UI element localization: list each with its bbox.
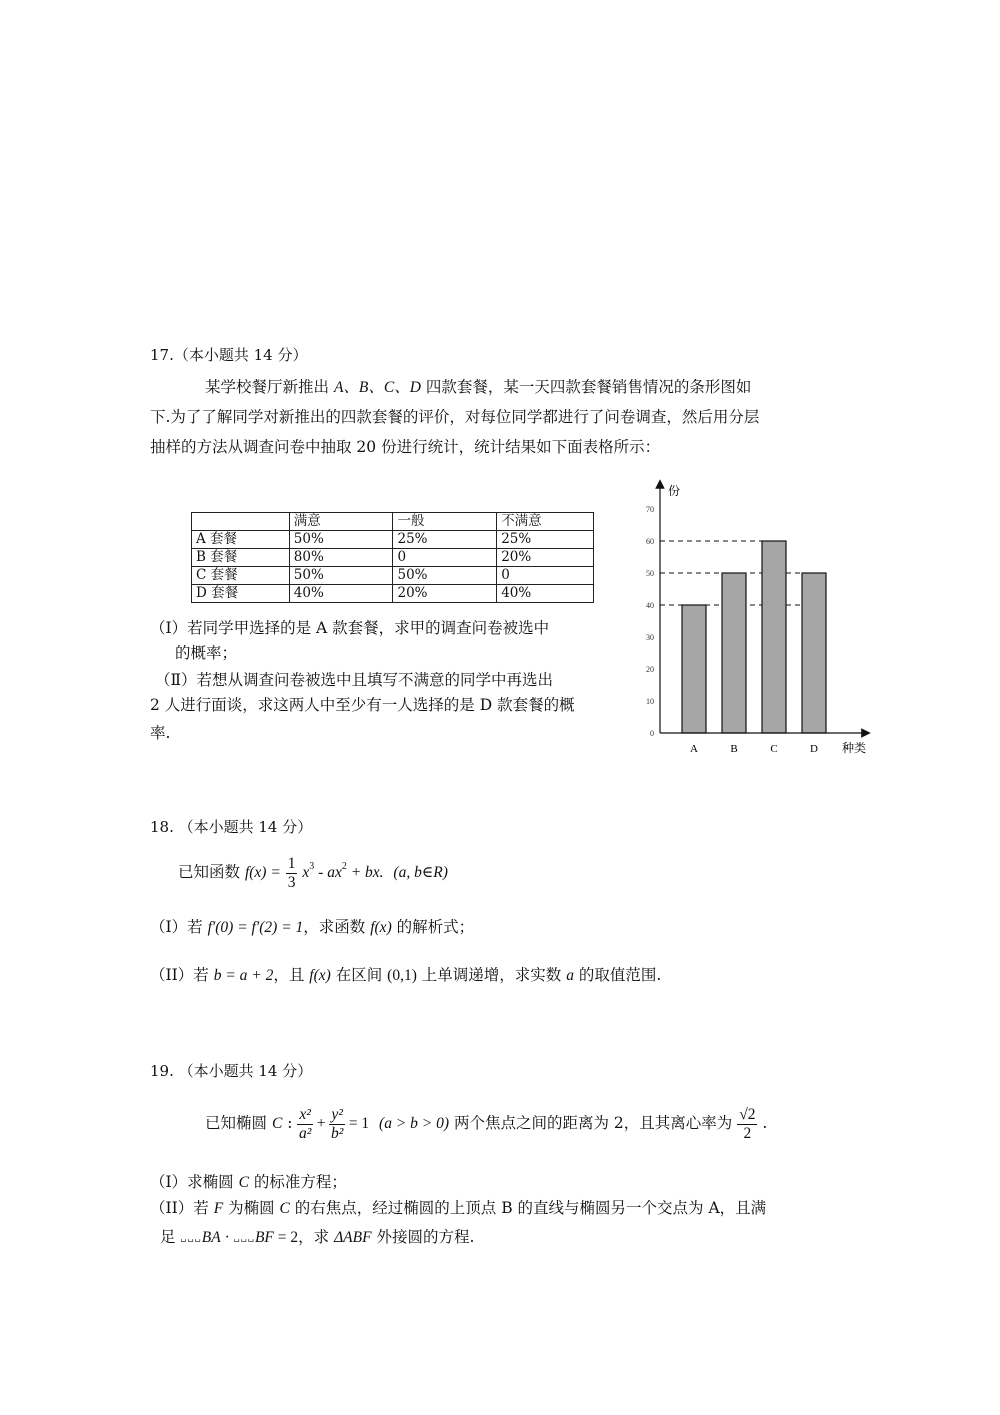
x-tick-label: D (810, 743, 818, 755)
q19-vector-dot: · (220, 1229, 234, 1246)
table-cell: 20% (497, 549, 594, 567)
y-tick-label: 50 (646, 569, 654, 578)
q18-part2-fx: f(x) (309, 967, 331, 984)
y-axis-label: 份 (668, 484, 681, 498)
table-cell: 50% (289, 567, 393, 585)
q18-part2-text: ，且 (273, 966, 310, 984)
table-row (192, 549, 594, 567)
q17-intro-text: 某学校餐厅新推出 (205, 378, 334, 396)
q18-fraction-num: 1 (287, 854, 296, 872)
q18-part1-text: ，求函数 (303, 918, 371, 936)
q18-part1-fx: f(x) (370, 919, 392, 936)
q17-package-vars: A、B、C、D (333, 379, 421, 396)
q19-part2-cont (160, 1222, 474, 1255)
q19-header: 19. （本小题共 14 分） (150, 1062, 313, 1080)
q18-term-bx: + bx. (346, 864, 384, 881)
q19-eccentricity (737, 1106, 757, 1143)
q18-part2-text: 上单调递增，求实数 (416, 966, 567, 984)
table-cell: 0 (497, 567, 594, 585)
q19-ellipse-definition (205, 1103, 767, 1144)
q19-part2-C: C (279, 1200, 290, 1217)
table-row (192, 567, 594, 585)
q19-ecc-den: 2 (743, 1124, 752, 1142)
q17-part1-line2: 的概率； (175, 644, 238, 662)
q18-part1-text: 的解析式； (391, 918, 475, 936)
q19-part2-cont-text: ，求 (298, 1228, 335, 1246)
table-cell: 20% (393, 585, 497, 603)
bar-C (762, 541, 786, 733)
q19-frac-y-den: b² (330, 1124, 344, 1142)
table-cell: A 套餐 (192, 531, 290, 549)
q19-condition: (a > b > 0) (379, 1115, 450, 1132)
q17-intro-line2: 下.为了了解同学对新推出的四款套餐的评价，对每位同学都进行了问卷调查，然后用分层 (150, 408, 760, 426)
x-tick-label: A (690, 743, 698, 755)
q19-triangle: ΔABF (334, 1229, 372, 1246)
bar-B (722, 573, 746, 733)
table-cell: B 套餐 (192, 549, 290, 567)
q19-intro-text: 两个焦点之间的距离为 2，且其离心率为 (449, 1114, 738, 1132)
q19-frac-y (329, 1106, 345, 1143)
q19-part2 (150, 1193, 766, 1224)
table-header-cell: 一般 (393, 513, 497, 531)
table-cell: 50% (393, 567, 497, 585)
q19-part2-text: 为椭圆 (223, 1199, 280, 1217)
q18-part2-a: a (566, 967, 574, 984)
y-tick-label: 60 (646, 537, 654, 546)
q19-part2-cont-text: 外接圆的方程. (371, 1228, 475, 1246)
q19-intro-text: 已知椭圆 (205, 1114, 272, 1132)
table-cell: 25% (393, 531, 497, 549)
q19-vector-eq: = 2 (273, 1229, 299, 1246)
table-header-cell (192, 513, 290, 531)
q18-part1-label: （I）若 (150, 918, 208, 936)
q17-part2-line3: 率. (150, 724, 171, 742)
q19-intro-end: . (757, 1114, 768, 1132)
bar-A (682, 605, 706, 733)
q19-eq-one: = 1 (344, 1115, 370, 1132)
q19-frac-x-den: a² (298, 1124, 312, 1142)
q17-intro-line1 (205, 372, 751, 403)
q18-domain-condition: (a, b∈R) (393, 864, 448, 881)
q18-term-ax: - ax (314, 864, 342, 881)
q19-part2-cont-label: 足 (160, 1228, 181, 1246)
q19-ellipse-C: C (271, 1115, 283, 1132)
q18-part2-text: 的取值范围. (573, 966, 662, 984)
table-cell: 80% (289, 549, 393, 567)
q18-part1 (150, 912, 474, 943)
q18-part2-interval: (0,1) (387, 967, 417, 984)
q18-part2-label: （II）若 (150, 966, 214, 984)
table-cell: 25% (497, 531, 594, 549)
q17-part1-line1: （Ⅰ）若同学甲选择的是 A 款套餐，求甲的调查问卷被选中 (150, 619, 550, 637)
q19-part1-text: 的标准方程； (248, 1173, 347, 1191)
q18-f-lhs: f(x) = (244, 864, 281, 881)
table-row (192, 585, 594, 603)
q17-intro-line3: 抽样的方法从调查问卷中抽取 20 份进行统计，统计结果如下面表格所示： (150, 438, 661, 456)
q18-part2-text: 在区间 (330, 966, 388, 984)
q19-part1-C: C (238, 1174, 249, 1191)
q18-function-definition (178, 852, 448, 893)
q18-fraction (286, 855, 298, 892)
y-tick-label: 0 (650, 729, 654, 738)
q19-part2-label: （II）若 (150, 1199, 214, 1217)
q19-part1-label: （I）求椭圆 (150, 1173, 239, 1191)
table-cell: 40% (497, 585, 594, 603)
x-axis-label: 种类 (842, 741, 867, 755)
table-cell: 40% (289, 585, 393, 603)
table-cell: 0 (393, 549, 497, 567)
table-cell: 50% (289, 531, 393, 549)
q18-intro-text: 已知函数 (178, 863, 245, 881)
q18-term-x: x (302, 864, 310, 881)
bar-D (802, 573, 826, 733)
y-tick-label: 30 (646, 633, 654, 642)
table-row (192, 531, 594, 549)
q18-part1-condition: f′(0) = f′(2) = 1 (207, 919, 304, 936)
y-tick-label: 70 (646, 505, 654, 514)
y-tick-label: 40 (646, 601, 654, 610)
x-tick-label: C (770, 743, 778, 755)
q18-header: 18. （本小题共 14 分） (150, 818, 313, 836)
vector-marks: ␣␣␣ (233, 1233, 255, 1242)
q19-part2-F: F (213, 1200, 224, 1217)
survey-table (191, 512, 594, 603)
q18-exp-3: 3 (309, 861, 315, 872)
q17-intro-text: 四款套餐，某一天四款套餐销售情况的条形图如 (420, 378, 752, 396)
q19-ecc-num: √2 (739, 1105, 756, 1123)
x-tick-label: B (730, 743, 738, 755)
table-header-cell: 满意 (289, 513, 393, 531)
q19-plus: + (312, 1115, 330, 1132)
table-cell: D 套餐 (192, 585, 290, 603)
q17-part2-line1: （Ⅱ）若想从调查问卷被选中且填写不满意的同学中再选出 (155, 671, 554, 689)
table-cell: C 套餐 (192, 567, 290, 585)
q19-frac-y-num: y² (331, 1105, 343, 1123)
q19-frac-x (297, 1106, 313, 1143)
q19-colon: : (282, 1114, 293, 1132)
q18-fraction-den: 3 (287, 873, 296, 891)
y-tick-label: 20 (646, 665, 654, 674)
q18-exp-2: 2 (341, 861, 347, 872)
q17-part2-line2: 2 人进行面谈，求这两人中至少有一人选择的是 D 款套餐的概 (150, 696, 575, 714)
table-header-cell: 不满意 (497, 513, 594, 531)
q18-part2-condition: b = a + 2 (213, 967, 274, 984)
q19-frac-x-num: x² (299, 1105, 311, 1123)
vector-marks: ␣␣␣ (180, 1233, 202, 1242)
q19-part2-text: 的右焦点，经过椭圆的上顶点 B 的直线与椭圆另一个交点为 A，且满 (289, 1199, 767, 1217)
q17-header: 17.（本小题共 14 分） (150, 346, 308, 364)
q18-part2 (150, 960, 661, 991)
table-header-row (192, 513, 594, 531)
bar-chart (620, 478, 880, 763)
q19-vector-BF: BF (254, 1229, 274, 1246)
y-tick-label: 10 (646, 697, 654, 706)
q19-vector-BA: BA (201, 1229, 221, 1246)
